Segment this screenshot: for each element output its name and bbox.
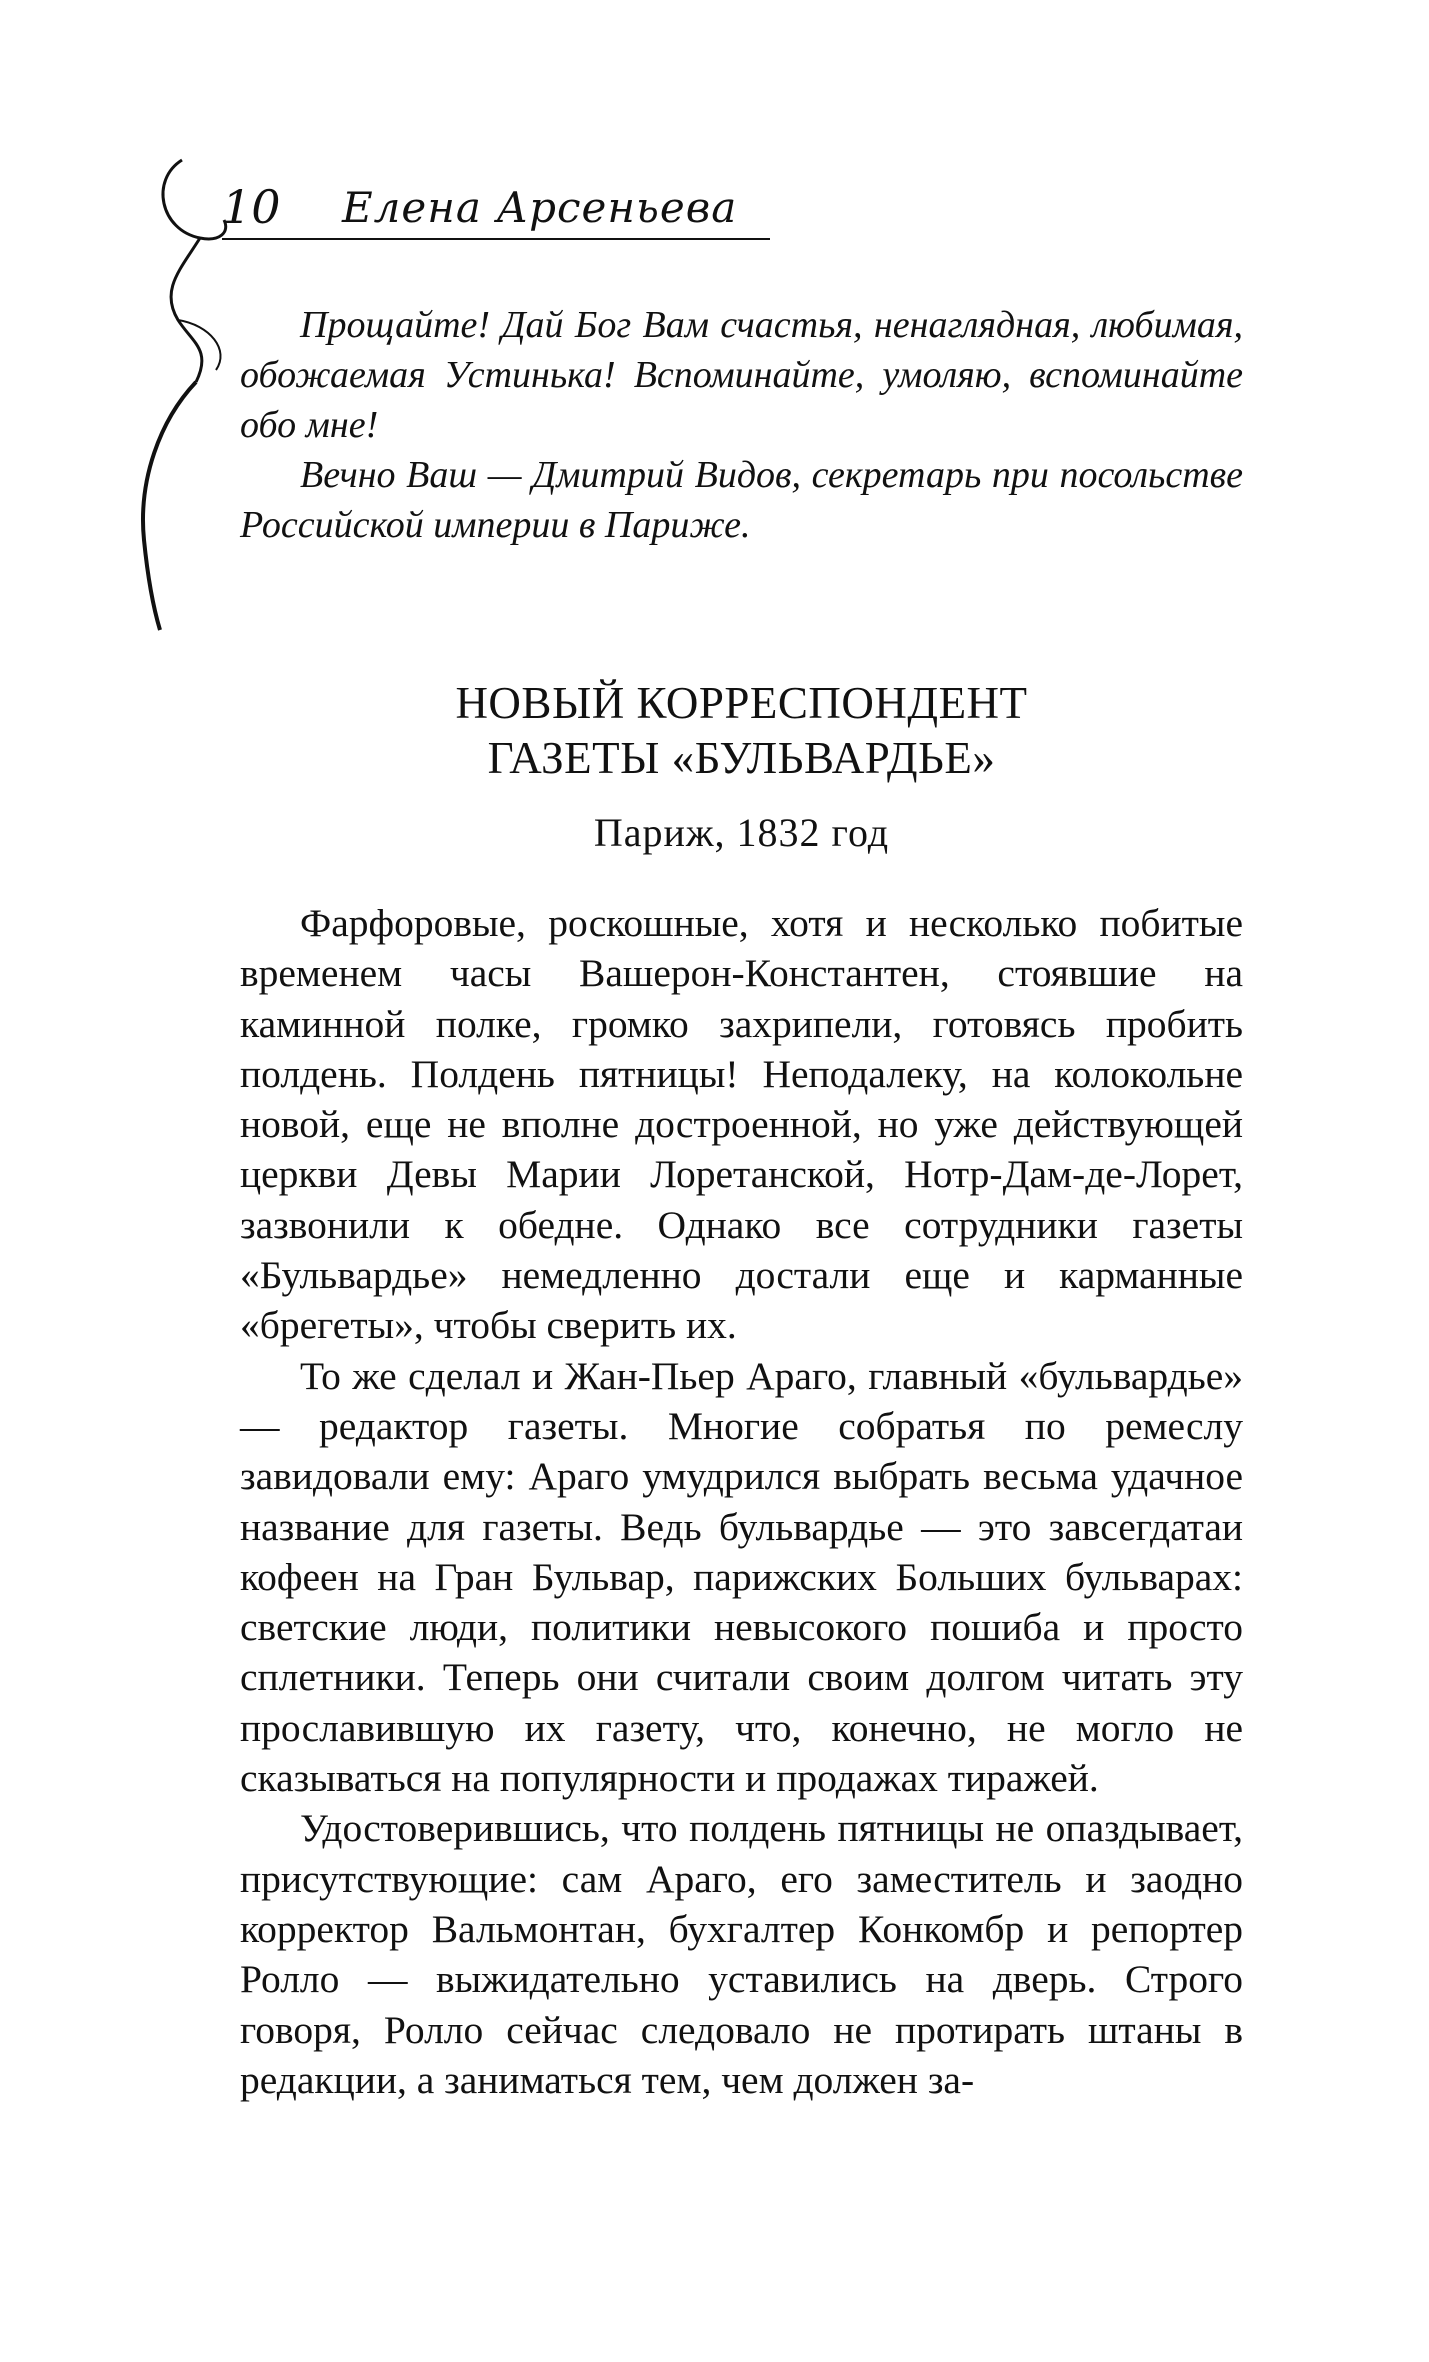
header-rule <box>222 238 770 240</box>
letter-signature: Вечно Ваш — Дмитрий Видов, секретарь при посольстве Российской империи в Париже. <box>240 454 1243 546</box>
body-paragraph: Фарфоровые, роскошные, хотя и несколько побитые временем часы Вашерон-Константен, стоявшие на каминной полке, громко захрипели, готовясь пробить полдень. Полдень пятницы! Неподалеку, на колокольне новой, еще не вполне достроенной, но уже действующей церкви Девы Марии Лоретанской, Нотр-Дам-де-Лорет, зазвонили к обедне. Однако все сотрудники газеты «Бульвардье» немедленно достали еще и карманные «брегеты», чтобы сверить их. <box>240 901 1243 1348</box>
chapter-title-line-2: ГАЗЕТЫ «БУЛЬВАРДЬЕ» <box>487 733 996 783</box>
letter-paragraph: Прощайте! Дай Бог Вам счастья, ненаглядная, любимая, обожаемая Устинька! Вспоминайте, умоляю, вспоминайте обо мне! <box>240 304 1243 446</box>
body-text <box>240 898 1243 2105</box>
body-paragraph: То же сделал и Жан-Пьер Араго, главный «бульвардье» — редактор газеты. Многие собратья по ремеслу завидовали ему: Араго умудрился выбрать весьма удачное название для газеты. Ведь бульвардье — это завсегдатаи кофеен на Гран Бульвар, парижских Больших бульварах: светские люди, политики невысокого пошиба и просто сплетники. Теперь они считали своим долгом читать эту прославившую их газету, что, конечно, не могло не сказываться на популярности и продажах тиражей. <box>240 1353 1243 1801</box>
chapter-title <box>240 676 1243 786</box>
letter-excerpt <box>240 300 1243 550</box>
chapter-subtitle: Париж, 1832 год <box>593 810 890 855</box>
page-number: 10 <box>222 180 281 234</box>
chapter-title-line-1: НОВЫЙ КОРРЕСПОНДЕНТ <box>455 678 1028 728</box>
running-head <box>222 182 782 252</box>
author-name: Елена Арсеньева <box>342 183 738 232</box>
body-paragraph: Удостоверившись, что полдень пятницы не опаздывает, присутствующие: сам Араго, его заместитель и заодно корректор Вальмонтан, бухгалтер Конкомбр и репортер Ролло — выжидательно уставились на дверь. Строго говоря, Ролло сейчас следовало не протирать штаны в редакции, а заниматься тем, чем должен за- <box>240 1806 1243 2102</box>
